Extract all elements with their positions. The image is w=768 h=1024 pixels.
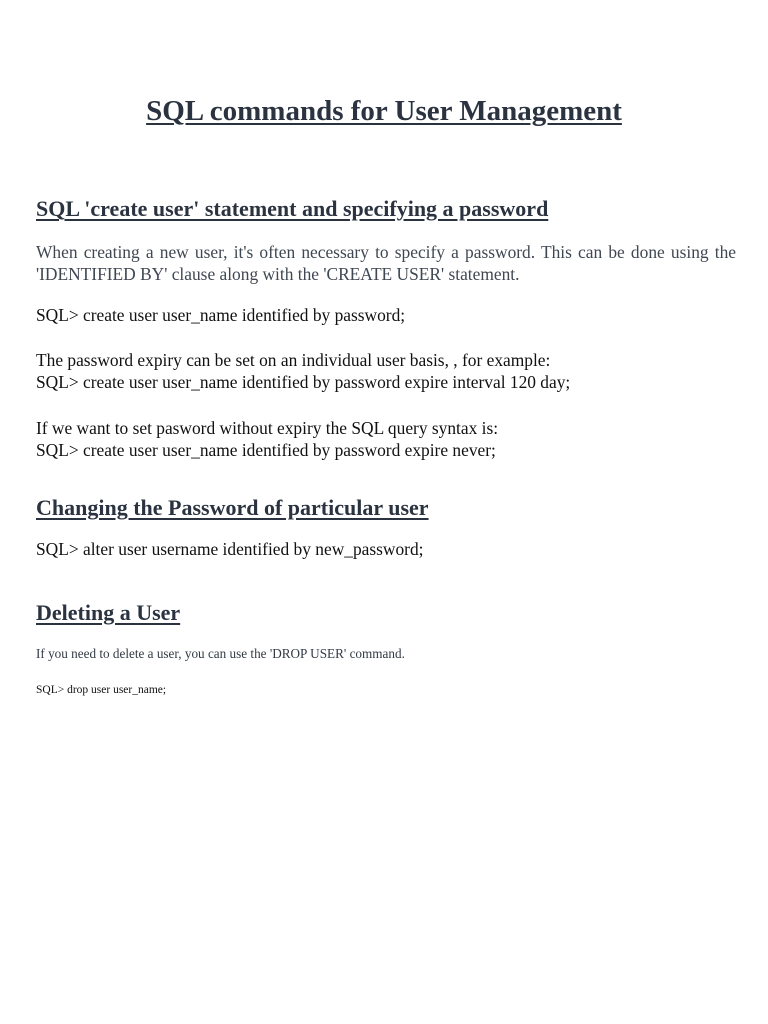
- no-expiry-command: SQL> create user user_name identified by password expire never;: [36, 440, 496, 460]
- section-heading-delete-user: Deleting a User: [36, 600, 181, 625]
- alter-user-command: SQL> alter user username identified by new_password;: [36, 539, 424, 559]
- create-user-command: SQL> create user user_name identified by password;: [36, 305, 406, 325]
- drop-user-command: SQL> drop user user_name;: [36, 684, 167, 696]
- password-expiry-text: The password expiry can be set on an individual user basis, , for example:: [36, 350, 551, 370]
- section-heading-change-password: Changing the Password of particular user: [36, 495, 429, 520]
- password-expiry-command: SQL> create user user_name identified by password expire interval 120 day;: [36, 372, 571, 392]
- delete-user-text: If you need to delete a user, you can use the 'DROP USER' command.: [36, 646, 405, 661]
- no-expiry-text: If we want to set pasword without expiry the SQL query syntax is:: [36, 418, 499, 438]
- create-user-intro-paragraph: When creating a new user, it's often necessary to specify a password. This can be done using the 'IDENTIFIED BY' clause along with the 'CREATE USER' statement.: [36, 242, 736, 284]
- section-heading-create-user: SQL 'create user' statement and specifying a password: [36, 196, 549, 221]
- page-title: SQL commands for User Management: [146, 95, 622, 127]
